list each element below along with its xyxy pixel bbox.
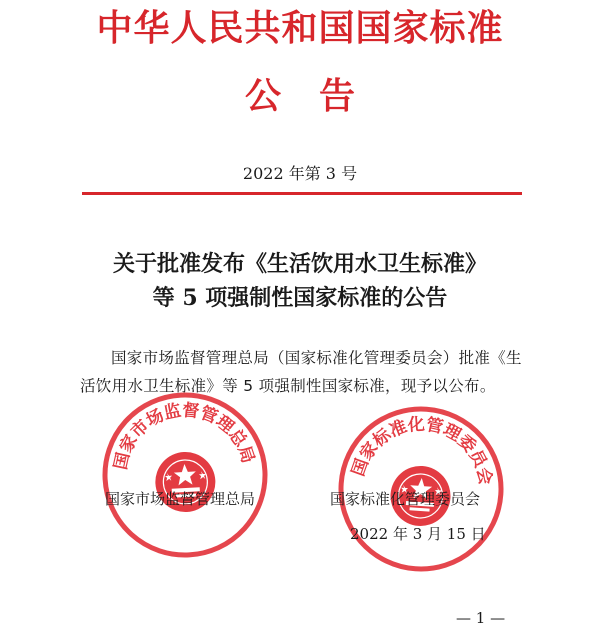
official-seal-market-regulation [96, 386, 275, 565]
document-number: 2022 年第 3 号 [242, 164, 358, 183]
red-divider [82, 192, 522, 195]
signer-standardization-administration: 国家标准化管理委员会 [330, 490, 481, 508]
page-number: — 1 — [456, 609, 506, 627]
issue-date: 2022 年 3 月 15 日 [350, 525, 486, 543]
signer-market-regulation: 国家市场监督管理总局 [105, 490, 256, 508]
announcement-body: 国家市场监督管理总局（国家标准化管理委员会）批准《生活饮用水卫生标准》等 5 项强制性国家标准，现予以公布。 [80, 349, 522, 395]
document-type: 公告 [244, 75, 393, 117]
right-seal-text: 国家标准化管理委员会 [348, 414, 496, 487]
announcement-title [0, 247, 600, 315]
issuer-title: 中华人民共和国国家标准 [96, 7, 504, 49]
announcement-title-line-2: 等 5 项强制性国家标准的公告 [152, 285, 448, 311]
left-seal-text: 国家市场监督管理总局 [110, 400, 258, 472]
announcement-title-line-1: 关于批准发布《生活饮用水卫生标准》 [112, 251, 487, 277]
